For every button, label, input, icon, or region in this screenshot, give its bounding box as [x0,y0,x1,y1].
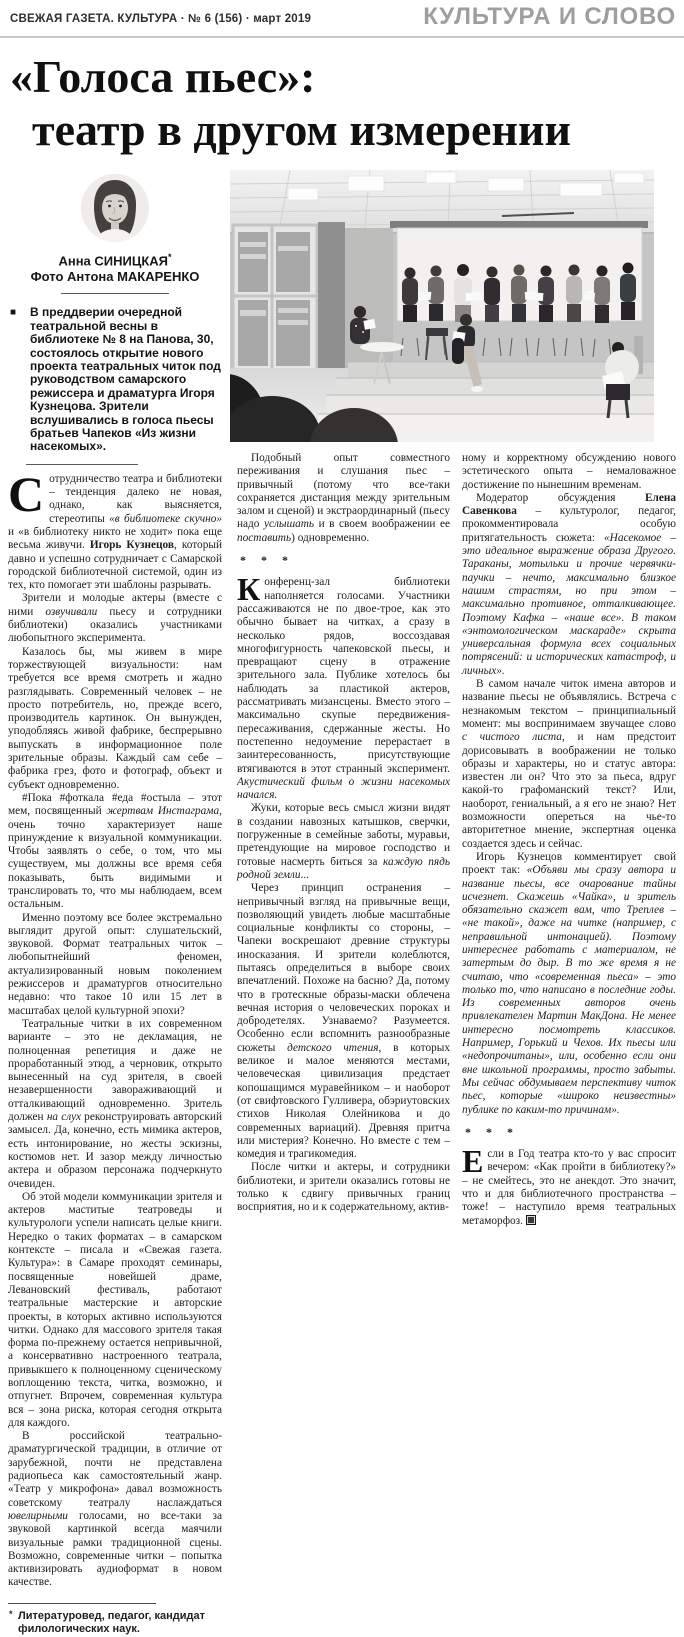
lead-divider [26,464,138,465]
article-paragraph: Подобный опыт совместного переживания и слушания пьес – привычный (потому что все-таки сохраняется дистанция между зрительным залом и сценой) и экстраординарный (пьесу надо услышать и в своем воображении ее поставить) одновременно. [237,452,450,544]
article-paragraph: В российской театрально-драматургической традиции, в отличие от зарубежной, почти не представлена радиопьеса как самостоятельный жанр. «Театр у микрофона» давал возможность советскому театралу наслаждаться ювелирными голосами, но все-таки за звуковой картинкой всегда маячили визуальные рамки традиционной сцены. Возможно, современные читки – попытка активизировать аудиоформат в новом качестве. [8,1430,222,1589]
article-paragraph: Модератор обсуждения Елена Савенкова – культуролог, педагог, прокомментировала особую притягательность сюжета: «Насекомое – это идеальное выражение образа Другого. Тараканы, мотыльки и прочие червячки-паучки – нечто, максимально близкое нашим страстям, но при этом – максимально противное, отталкивающее. Поэтому Кафка – «наше все». В таком «энтомологическом маскараде» скрыта универсальная формула всех социальных потрясений: и исторических катастроф, и личных». [462,491,676,677]
emphasis-italic: с чистого листа [462,731,562,744]
byline-photo-credit: Фото Антона МАКАРЕНКО [30,269,200,285]
byline [8,249,222,285]
emphasis-italic: каждую пядь родной земли [237,855,450,881]
emphasis-italic: «в библиотеке скучно» [109,512,222,525]
footnote-text: * Литературовед, педагог, кандидат филологических наук. [9,1608,205,1636]
emphasis-italic: «Насекомое – это идеальное выражение образа Другого. Тараканы, мотыльки и прочие червячки-паучки – нечто, максимально близкое нашим страстям, но при этом – максимально противное, отталкивающее. Поэтому Кафка – «наше все». В таком «энтомологическом маскараде» скрыта универсальная формула всех социальных потрясений: и исторических катастроф, и личных». [462,531,676,677]
masthead: СВЕЖАЯ ГАЗЕТА. КУЛЬТУРА · № 6 (156) · март 2019 [10,13,312,25]
headline-line-1: «Голоса пьес»: [10,51,316,102]
article-paragraph: Казалось бы, мы живем в мире торжествующей визуальности: нам требуется все время смотреть и жадно разглядывать. Современный человек – не просто потребитель, но, прежде всего, производитель картинок. Он вынужден, уподобляясь живой фабрике, беспрерывно выпускать в информационное поле зрительные образы. Каждый сам себе – фабрика грез, фото и фотограф, объект и субъект одновременно. [8,645,222,791]
emphasis-bold: Игорь Кузнецов [89,539,175,552]
article-column-2 [237,452,450,1215]
article-paragraph: После читки и актеры, и сотрудники библиотеки, и зрители оказались готовы не только к сдвигу привычных границ восприятия, но и к содержательному, актив- [237,1161,450,1214]
article-paragraph: Зрители и молодые актеры (вместе с ними озвучивали пьесу и сотрудники библиотеки) оказались участниками любопытного эксперимента. [8,592,222,645]
article-column-1 [8,170,222,1637]
article-paragraph: Игорь Кузнецов комментирует свой проект так: «Объяви мы сразу автора и название пьесы, все очарование тайны исчезнет. Скажешь «Чайка», и зритель обязательно скажет вам, что Треплев – «не такой», даже на читке (например, с неправильной интонацией). Поэтому интереснее работать с материалом, не затертым до дыр. В то же время я не считаю, что «современная пьеса» – это только то, что написано в последние годы. Из современных авторов очень привлекателен Мартин МакДона. Не менее интересно посмотреть классиков. Например, Горький и Чехов. Их пьесы или «недопрочитаны», или, особенно если они вне школьной программы, просто забыты. Мы сейчас обдумываем перспективу читок пьес, которые «широко неизвестны» публике по каким-то причинам». [462,850,676,1116]
drop-cap: К [237,571,261,608]
emphasis-bold: Елена Савенкова [462,491,676,518]
main-photo [230,170,654,442]
section-separator: * * * [465,1124,519,1139]
section-separator: * * * [240,553,294,568]
footnote [8,1603,222,1637]
drop-cap: Е [462,1143,484,1180]
emphasis-italic: жертвам Инстаграма [106,805,220,818]
article-headline [10,50,674,156]
lead-paragraph [8,306,222,453]
header-divider [0,36,684,38]
author-portrait-photo [81,174,149,242]
library-reading-scene-illustration [230,170,654,442]
footnote-divider [8,1603,156,1604]
article-paragraph: Об этой модели коммуникации зрителя и актеров маститые театроведы и культурологи успели написать целые книги. Нередко о таких форматах – в самарском контексте – писала и «Свежая газета. Культура»: в Самаре проходят семинары, посвященные новейшей драме, Левановский фестиваль, работают театральные мастерские и авторские проекты, в которых активно используются читки. Однако для массового зрителя такая форма по-прежнему остается непривычной, а консервативно настроенного театрала, привыкшего к полноценному сценическому воплощению текста, читка, возможно, и отпугнет. Впрочем, современная культура вся – зона риска, которая сегодня открыта для каждого. [8,1190,222,1429]
article-paragraph: Жуки, которые весь смысл жизни видят в создании навозных катышков, сверчки, погруженные в семейные заботы, муравьи, претендующие на мировое господство и готовые насмерть биться за каждую пядь родной земли... [237,802,450,881]
emphasis-italic: услышать [263,518,315,531]
drop-cap: С [8,465,45,522]
article-paragraph: Если в Год театра кто-то у вас спросит вечером: «Как пройти в библиотеку?» – не смейтесь, это не анекдот. Это значит, что и для библиотечного пространства – тоже! – наступило время театральных метаморфоз. [462,1143,676,1227]
lead-bullet-icon: ■ [10,307,17,319]
article-paragraph: Сотрудничество театра и библиотеки – тенденция далеко не новая, однако, как выясняется, стереотипы «в библиотеке скучно» и «в библиотеку никто не ходит» пока еще весьма живучи. Игорь Кузнецов, который давно и успешно сотрудничает с Самарской городской библиотечной системой, один из тех, кто помогает эти шаблоны разрывать. [8,465,222,592]
article-paragraph: ному и корректному обсуждению нового эстетического опыта – немаловажное достижение по нынешним временам. [462,452,676,491]
article-paragraph: Именно поэтому все более экстремально выглядит другой опыт: слушательский, звуковой. Формат театральных читок – любопытнейший феномен, актуализированный новым поколением режиссеров и драматургов относительно недавно: что такое 10 или 15 лет в масштабах целой культурной эпохи? [8,911,222,1017]
article-end-mark-icon [526,1215,536,1225]
article-paragraph: Театральные читки в их современном варианте – это не декламация, не полноценная репетиция и даже не проработанный этюд, а черновик, открыто вынесенный на суд зрителя, в своей незавершенности завораживающий и отталкивающий одновременно. Зритель должен на слух реконструировать авторский замысел. Да, конечно, есть мимика актеров, есть интонирование, но жесты эскизны, костюмов нет. И зазор между личностью актера и образом персонажа подчеркнуто очевиден. [8,1017,222,1190]
emphasis-italic: поставить [237,531,292,544]
section-title: КУЛЬТУРА И СЛОВО [423,3,676,30]
author-portrait-illustration [81,174,149,242]
lead-text: В преддверии очередной театральной весны в библиотеке № 8 на Панова, 30, состоялось открытие нового проекта театральных читок под руководством самарского режиссера и драматурга Игоря Кузнецова. Зрители вслушивались в голоса пьесы братьев Чапеков «Из жизни насекомых». [30,305,221,454]
emphasis-italic: ювелирными [8,1509,68,1522]
byline-footnote-mark: * [168,252,172,262]
emphasis-italic: на слух [46,1111,81,1124]
emphasis-italic: детского чтения [287,1041,379,1054]
emphasis-italic: «Объяви мы сразу автора и название пьесы, все очарование тайны исчезнет. Скажешь «Чайка», и зритель обязательно скажет вам, что Треплев – «не такой», даже на читке (например, с неправильной интонацией). Поэтому интереснее работать с материалом, не затертым до дыр. В то же время я не считаю, что «современная пьеса» – это только то, что написано в последние годы. Из современных авторов очень привлекателен Мартин МакДона. Не менее интересно посмотреть классиков. Например, Горький и Чехов. Их пьесы или «недопрочитаны», или, особенно если они вне школьной программы, просто забыты. Мы сейчас обдумываем перспективу читок пьес, которые «широко неизвестны» публике по каким-то причинам». [462,864,676,1116]
headline-line-2: театр в другом измерении [32,104,571,155]
footnote-mark: * [9,1608,13,1619]
byline-author: Анна СИНИЦКАЯ* [58,252,172,269]
emphasis-italic: Акустический фильм о жизни насекомых начался. [237,775,450,802]
article-paragraph: #Пока #фоткала #еда #остыла – этот мем, посвященный жертвам Инстаграма, очень точно характеризует наше принуждение к визуальной коммуникации. Чтобы заявлять о себе, о том, что мы существуем, мы должны все время себя показывать, быть видимыми и транслировать то, что мы наблюдаем, всем остальным. [8,791,222,911]
article-body-column-1 [8,465,222,1590]
emphasis-italic: озвучивали [45,605,98,618]
article-paragraph: В самом начале читок имена авторов и название пьесы не объявлялись. Встреча с незнакомым текстом – принципиальный момент: мы воспринимаем звучащее слово с чистого листа, и нам предстоит дорисовывать в воображении не только образы и характеры, но и статус автора: известен ли он? Что это за пьеса, вдруг какой-то графоманский текст? Или, наоборот, гениальный, а я его не знаю? Нет возможности опереться на чье-то авторитетное мнение, экспертная оценка создается здесь и сейчас. [462,678,676,850]
article-paragraph: Через принцип остранения – непривычный взгляд на привычные вещи, позволяющий увидеть любые масштабные социальные конфликты со стороны, – Чапеки воскрешают древние структуры иносказания. И зрители колеблются, пытаясь определиться в выборе своих впечатлений. Похоже на басню? Да, потому что в гротескные образы-маски облечена вечная история о человеческих пороках и добродетелях. Узнаваемо? Разумеется. Особенно если вспомнить разнообразные сюжеты детского чтения, в которых великое и малое меняются местами, человеческая цивилизация предстает копошащимся муравейником – и наоборот (от свифтовского Гулливера, обэриутовских стихов Николая Олейникова и до современных вариаций). Древняя притча или мистерия? Конечно. Но вместе с тем – комедия и трагикомедия. [237,882,450,1161]
byline-divider [61,293,169,294]
article-paragraph: Конференц-зал библиотеки наполняется голосами. Участники рассаживаются не по двое-трое, как это обычно бывает на читках, а сразу в несколько рядов, воссоздавая многофигурность чапековской пьесы, и превращают сцену в отражение зрительного зала. Публике хотелось бы наблюдать за пластикой актеров, рассматривать мизансцены. Вместо этого – максимально скупые передвижения-пересаживания, сдержанные жесты. Но постепенно недоумение перерастает в заинтересованность, присутствующие втягиваются в этот странный эксперимент. Акустический фильм о жизни насекомых начался. [237,571,450,802]
article-column-3 [462,452,676,1228]
